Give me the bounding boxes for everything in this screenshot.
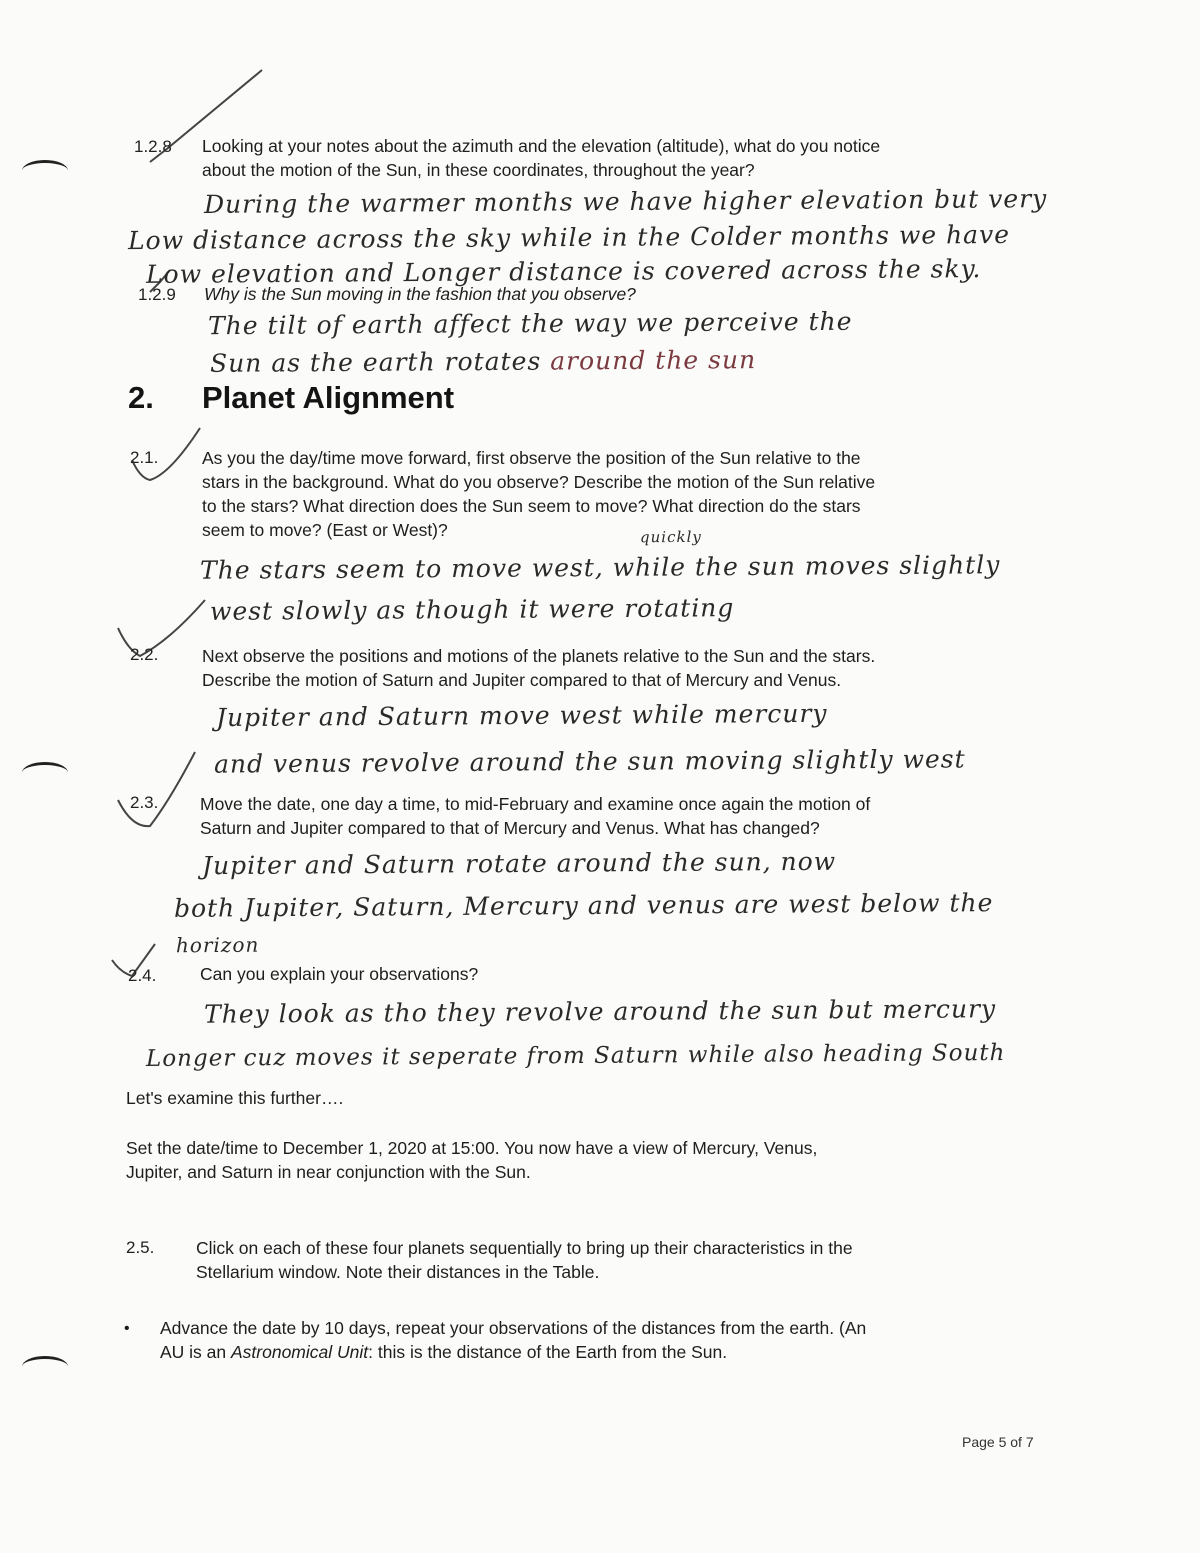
question-text: Describe the motion of Saturn and Jupiter compared to that of Mercury and Venus.	[202, 670, 842, 690]
question-number: 2.5.	[126, 1238, 155, 1257]
handwritten-answer: Jupiter and Saturn rotate around the sun, now	[201, 846, 837, 881]
bullet-text-part: AU is an	[160, 1342, 231, 1362]
handwritten-answer: They look as tho they revolve around the sun but mercury	[203, 994, 997, 1029]
question-text: to the stars? What direction does the Sun seem to move? What direction do the stars	[202, 496, 861, 516]
question-number: 1.2.9	[138, 285, 176, 304]
bullet-marker: •	[124, 1320, 130, 1337]
question-number: 2.3.	[130, 793, 159, 812]
question-text: Saturn and Jupiter compared to that of Mercury and Venus. What has changed?	[200, 818, 820, 838]
section-number: 2.	[128, 380, 154, 415]
question-number: 2.4.	[128, 966, 157, 985]
handwritten-answer: During the warmer months we have higher elevation but very	[203, 184, 1048, 219]
check-mark	[118, 752, 195, 826]
handwritten-answer-text: Sun as the earth rotates	[209, 346, 542, 378]
question-text: Can you explain your observations?	[200, 964, 479, 984]
hole-punch-mark	[22, 762, 68, 783]
handwritten-answer: Low elevation and Longer distance is covered across the sky.	[145, 254, 982, 289]
hole-punch-mark	[22, 160, 68, 181]
handwritten-answer: The stars seem to move west, while the sun moves slightly	[199, 550, 1001, 585]
question-number: 2.2.	[130, 645, 159, 664]
question-text: Why is the Sun moving in the fashion that you observe?	[204, 284, 636, 304]
section-heading	[128, 380, 454, 416]
handwritten-answer: west slowly as though it were rotating	[209, 593, 735, 626]
handwritten-answer: horizon	[175, 932, 260, 958]
handwritten-correction: around the sun	[550, 345, 757, 376]
question-text: As you the day/time move forward, first observe the position of the Sun relative to the	[202, 448, 861, 468]
question-text: seem to move? (East or West)?	[202, 520, 448, 540]
body-text: Jupiter, and Saturn in near conjunction with the Sun.	[126, 1162, 531, 1182]
question-text: about the motion of the Sun, in these coordinates, throughout the year?	[202, 160, 755, 180]
question-text: Next observe the positions and motions of the planets relative to the Sun and the stars.	[202, 646, 876, 666]
question-text: Looking at your notes about the azimuth and the elevation (altitude), what do you notice	[202, 136, 881, 156]
question-number: 1.2.8	[134, 137, 172, 156]
handwritten-answer: Longer cuz moves it seperate from Saturn while also heading South	[145, 1040, 1006, 1072]
hole-punch-mark	[22, 1356, 68, 1377]
body-text: Let's examine this further….	[126, 1088, 344, 1108]
handwritten-answer: both Jupiter, Saturn, Mercury and venus are west below the	[173, 888, 994, 923]
question-text: Click on each of these four planets sequentially to bring up their characteristics in the	[196, 1238, 853, 1258]
page-number: Page 5 of 7	[962, 1434, 1034, 1450]
bullet-text-part: : this is the distance of the Earth from the Sun.	[368, 1342, 728, 1362]
handwritten-answer	[210, 342, 756, 382]
question-text: stars in the background. What do you observe? Describe the motion of the Sun relative	[202, 472, 876, 492]
bullet-text	[160, 1340, 727, 1364]
handwritten-answer: Low distance across the sky while in the Colder months we have	[127, 219, 1011, 256]
handwritten-answer: and venus revolve around the sun moving slightly west	[213, 744, 966, 779]
body-text: Set the date/time to December 1, 2020 at 15:00. You now have a view of Mercury, Venus,	[126, 1138, 818, 1158]
section-title: Planet Alignment	[202, 380, 455, 415]
bullet-text-italic: Astronomical Unit	[231, 1342, 369, 1362]
handwritten-insert: quickly	[639, 527, 702, 547]
handwritten-answer: Jupiter and Saturn move west while mercury	[215, 698, 828, 733]
question-text: Move the date, one day a time, to mid-February and examine once again the motion of	[200, 794, 871, 814]
question-text: Stellarium window. Note their distances in the Table.	[196, 1262, 600, 1282]
question-number: 2.1.	[130, 448, 159, 467]
bullet-text: Advance the date by 10 days, repeat your observations of the distances from the earth. (An	[160, 1318, 867, 1338]
handwritten-answer: The tilt of earth affect the way we perceive the	[207, 306, 853, 341]
